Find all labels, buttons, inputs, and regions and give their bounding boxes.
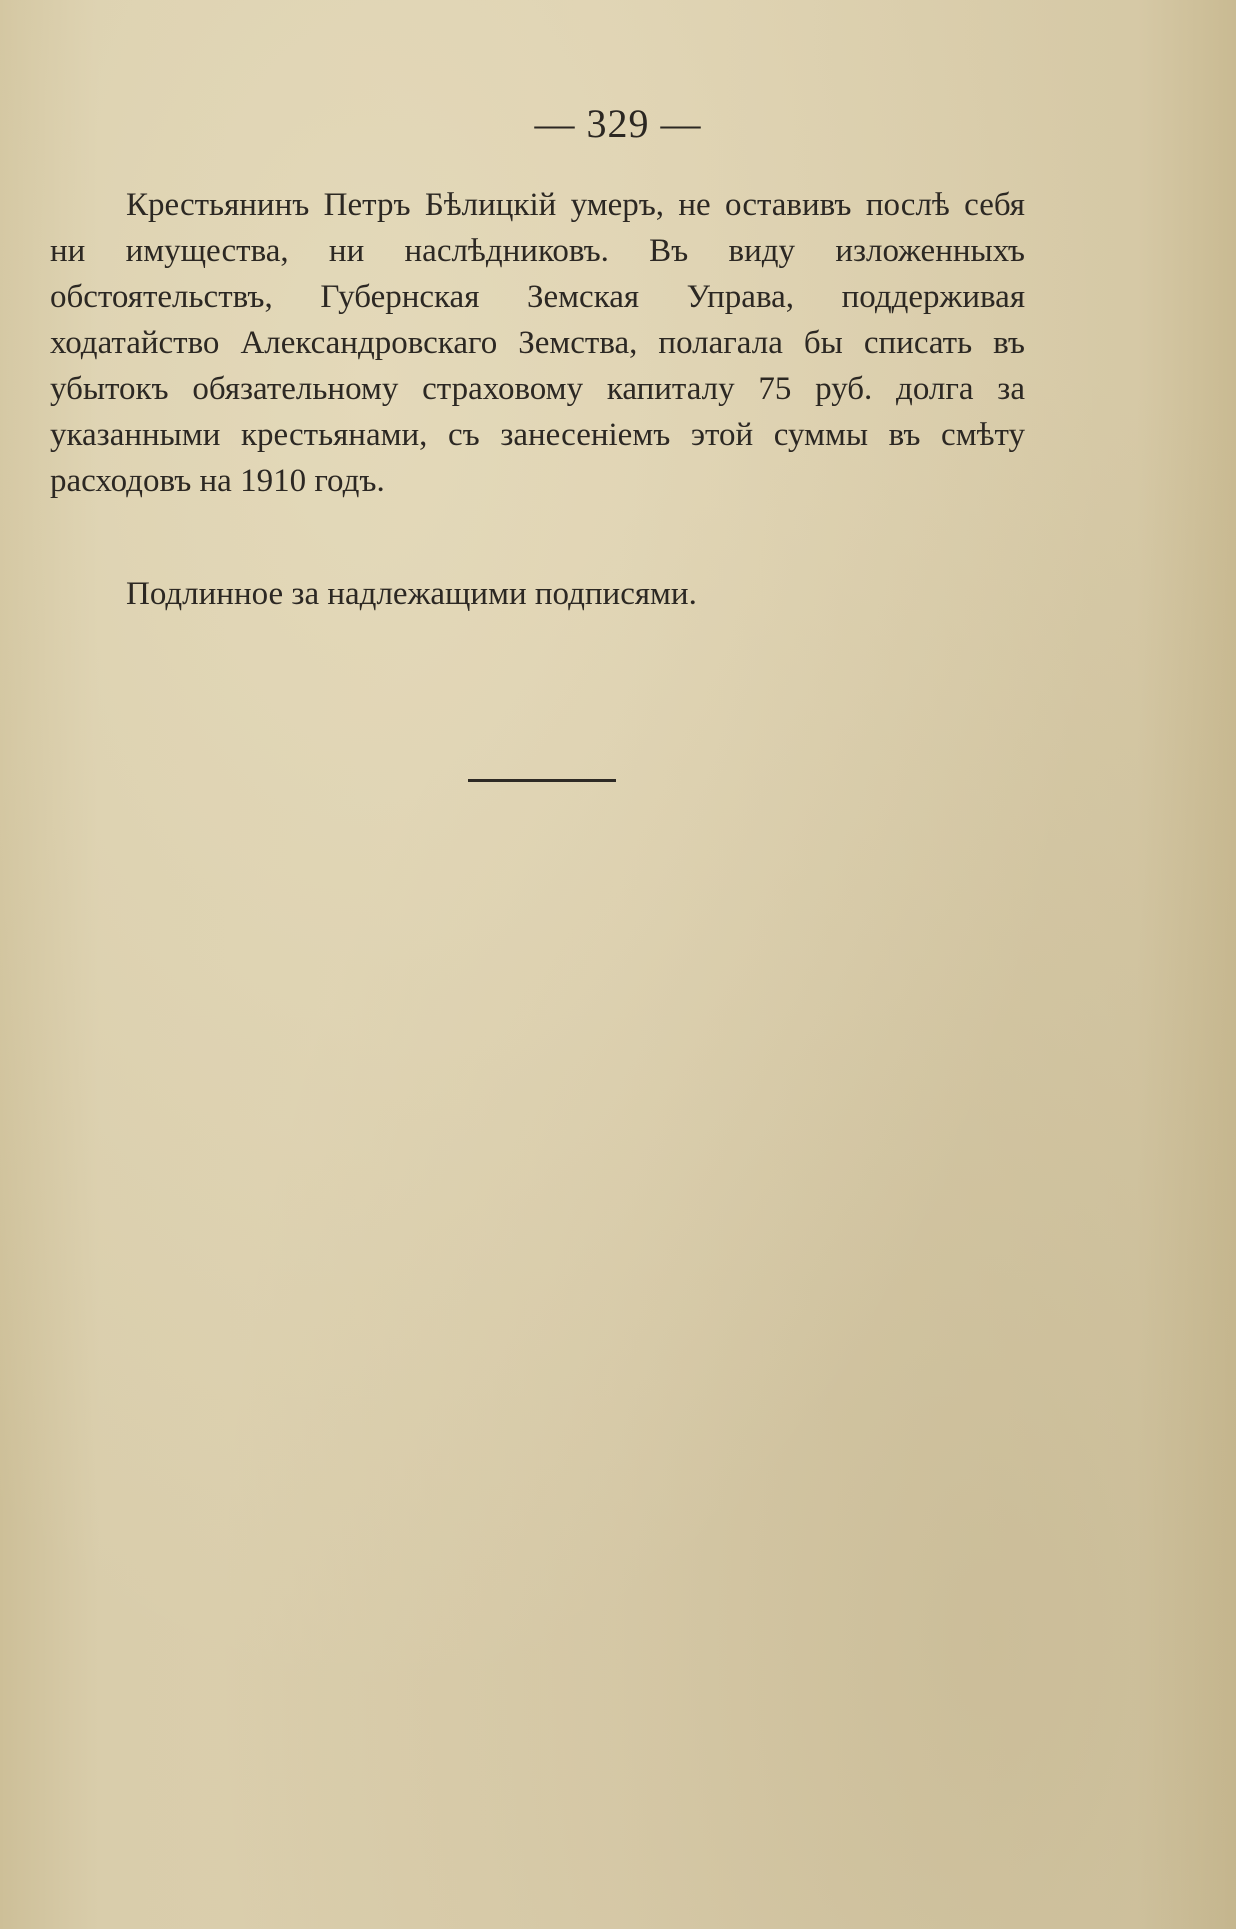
paragraph: Крестьянинъ Петръ Бѣлицкій умеръ, не оставивъ послѣ себя ни имущества, ни наслѣдниковъ. Въ виду изложенныхъ обстоятельствъ, Губернская Земская Управа, поддерживая ходатайство Александровскаго Земства, полагала бы списать въ убытокъ обязательному страховому капиталу 75 руб. долга за указанными крестьянами, съ занесеніемъ этой суммы въ смѣту расходовъ на 1910 годъ. (50, 187, 1025, 499)
closing-rule (468, 779, 616, 782)
body-text (50, 182, 1025, 504)
attestation-line: Подлинное за надлежащими подписями. (126, 576, 697, 612)
page-number: — 329 — (534, 101, 702, 146)
